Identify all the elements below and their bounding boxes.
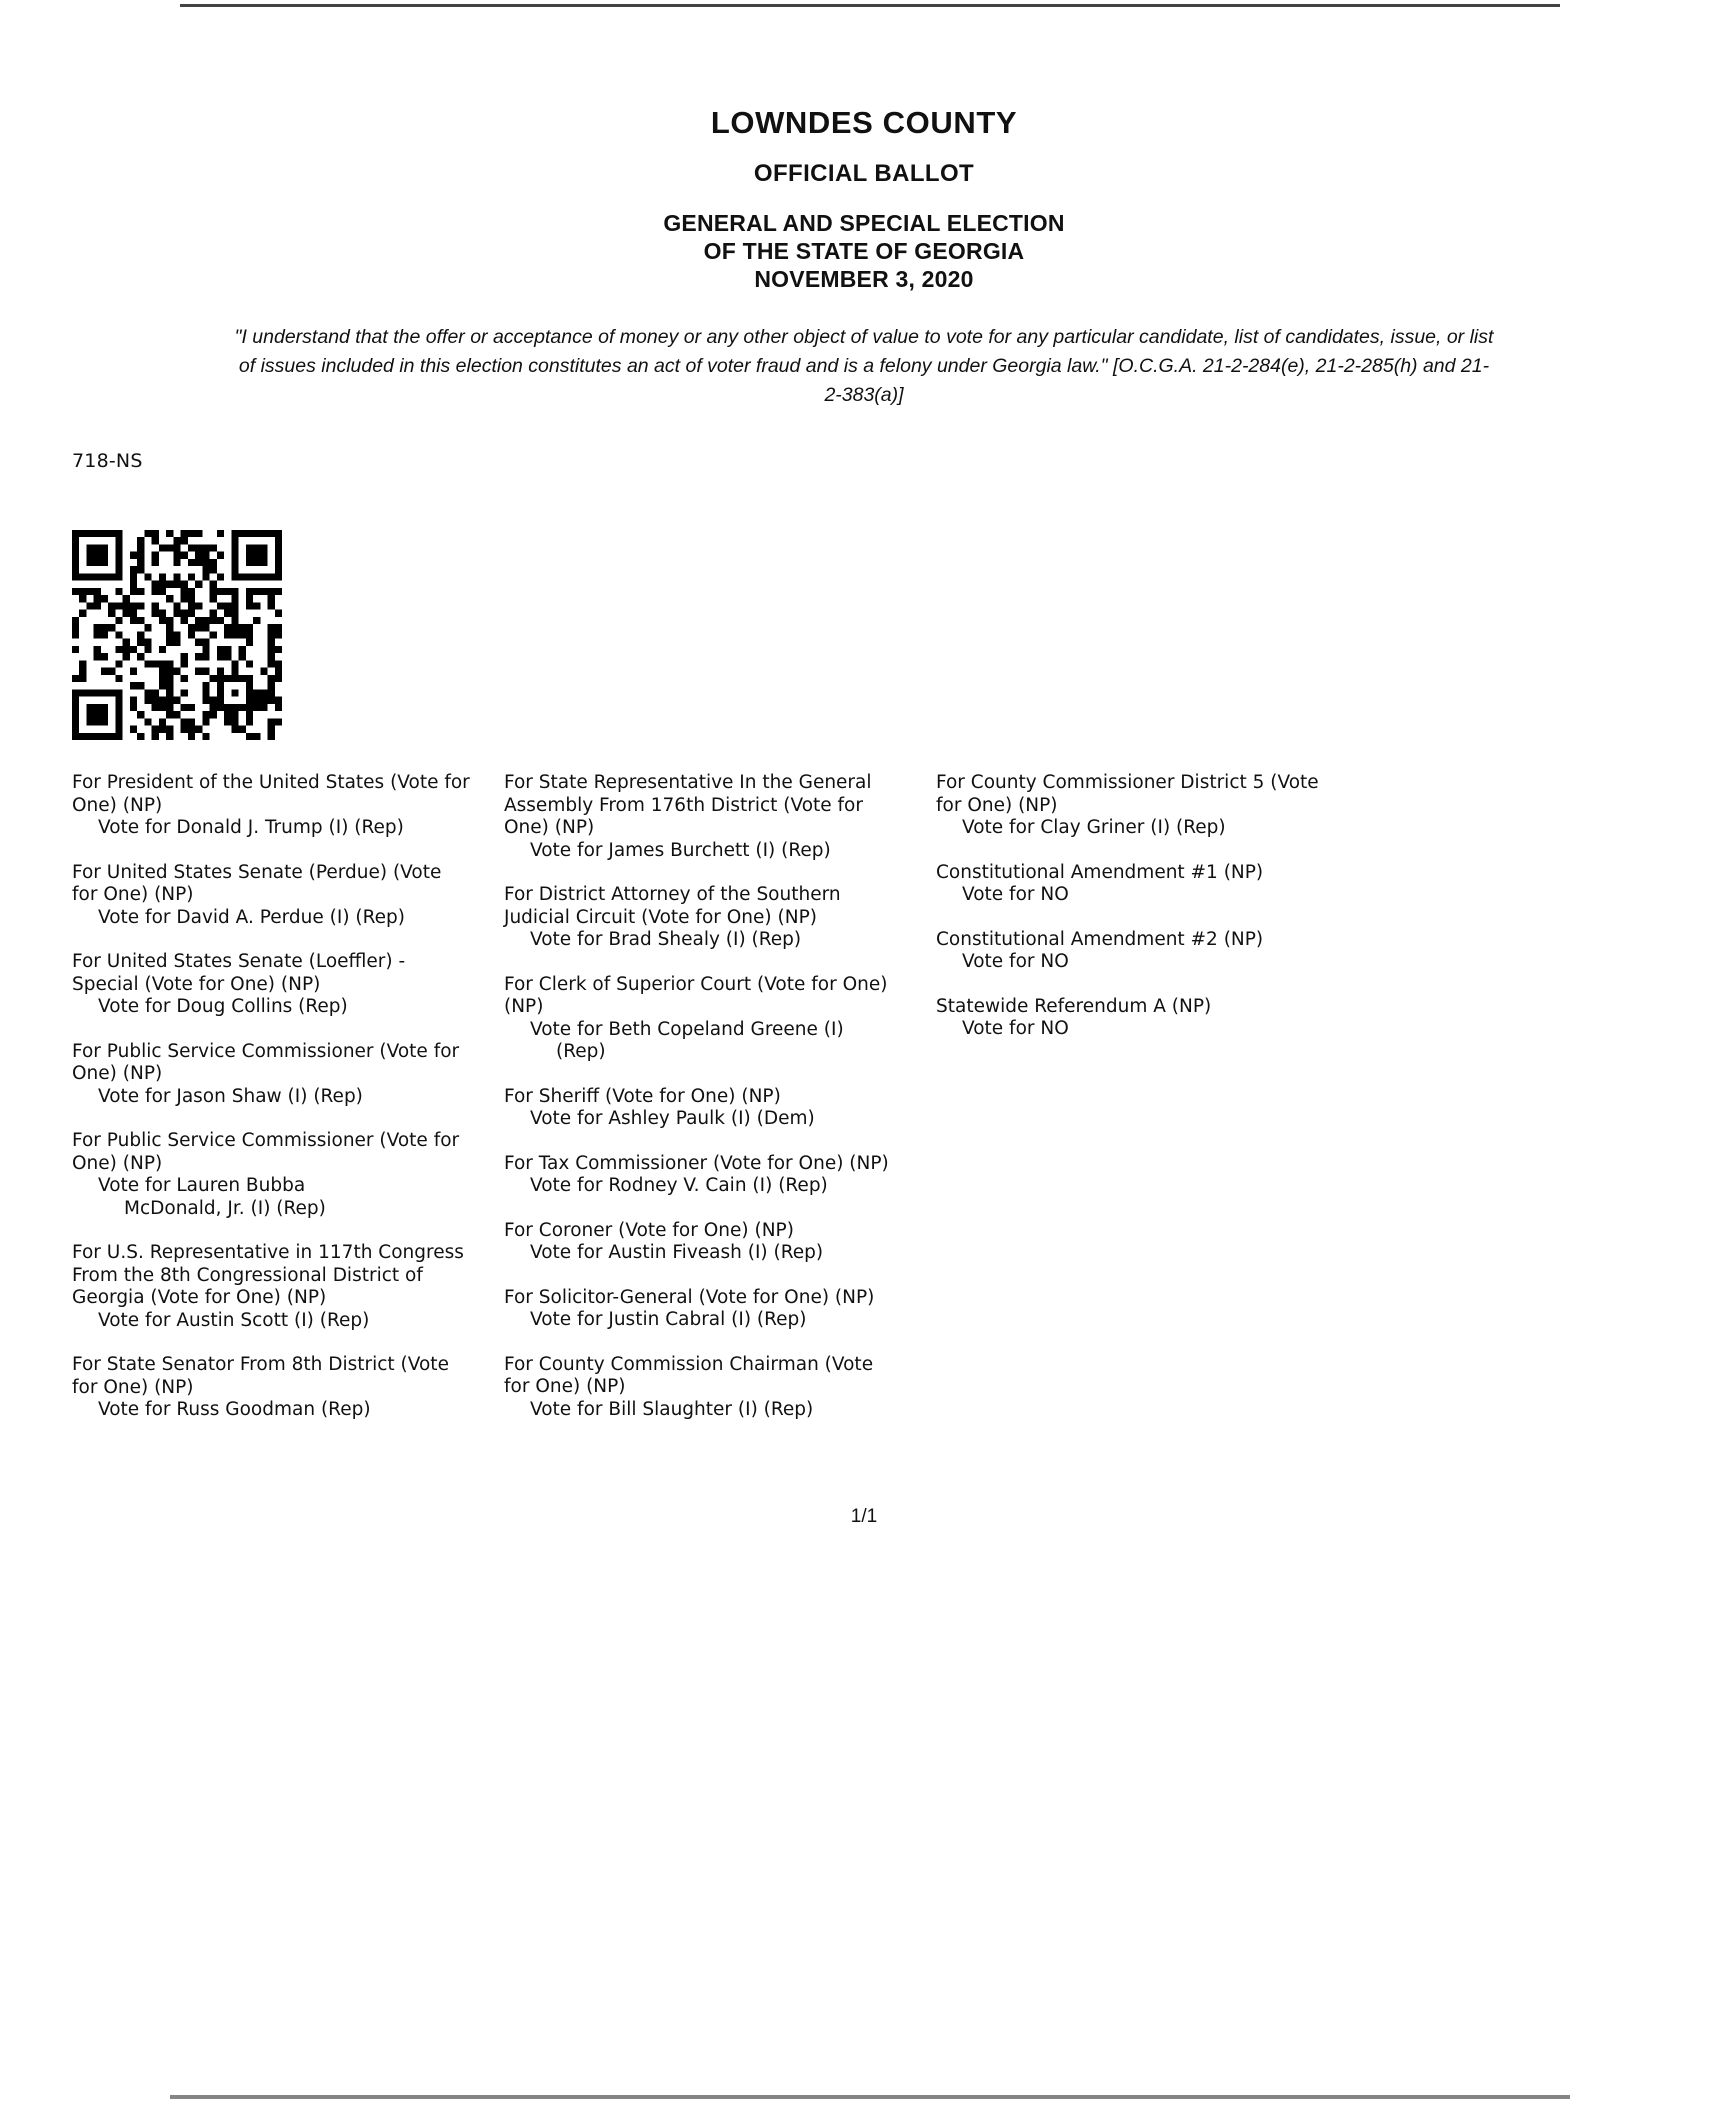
contest-block xyxy=(504,772,904,862)
ballot-header xyxy=(0,0,1728,410)
contest-block xyxy=(504,1153,904,1198)
contest-title: For Sheriff (Vote for One) (NP) xyxy=(504,1085,781,1107)
contest-choice: Vote for Beth Copeland Greene (I) xyxy=(530,1018,844,1040)
contest-title: For Solicitor-General (Vote for One) (NP) xyxy=(504,1286,875,1308)
election-title xyxy=(0,209,1728,293)
qr-code-container xyxy=(72,530,1728,740)
contest-column xyxy=(504,772,904,1444)
contest-choice: Vote for Doug Collins (Rep) xyxy=(98,996,348,1017)
contest-choice: Vote for Ashley Paulk (I) (Dem) xyxy=(530,1108,815,1129)
contest-choice: Vote for Justin Cabral (I) (Rep) xyxy=(530,1309,807,1330)
contest-title: For Clerk of Superior Court (Vote for One) (NP) xyxy=(504,973,888,1017)
ballot-style-code: 718-NS xyxy=(72,450,143,472)
contest-block xyxy=(504,974,904,1064)
election-title-line2: OF THE STATE OF GEORGIA xyxy=(703,238,1025,264)
contest-block xyxy=(936,772,1336,840)
contest-block xyxy=(504,1220,904,1265)
contest-title: For Tax Commissioner (Vote for One) (NP) xyxy=(504,1152,889,1174)
contest-title: For U.S. Representative in 117th Congress From the 8th Congressional District of Georgia (Vote for One) (NP) xyxy=(72,1242,464,1308)
contest-block xyxy=(936,929,1336,974)
qr-code-icon xyxy=(72,530,282,740)
contest-title: For President of the United States (Vote for One) (NP) xyxy=(72,772,470,816)
contest-choice: Vote for David A. Perdue (I) (Rep) xyxy=(98,906,406,928)
county-title: LOWNDES COUNTY xyxy=(710,105,1018,140)
contest-choice: Vote for Donald J. Trump (I) (Rep) xyxy=(98,817,404,838)
contest-title: For County Commission Chairman (Vote for One) (NP) xyxy=(504,1353,874,1397)
contest-block xyxy=(504,1287,904,1332)
contest-choice: (Rep) xyxy=(556,1041,606,1062)
contest-block xyxy=(72,1041,472,1109)
contest-choice: Vote for Brad Shealy (I) (Rep) xyxy=(530,929,802,950)
contest-block xyxy=(72,1354,472,1422)
contest-choice: McDonald, Jr. (I) (Rep) xyxy=(124,1197,326,1219)
contest-choice: Vote for Clay Griner (I) (Rep) xyxy=(962,817,1226,838)
contest-block xyxy=(72,862,472,930)
contest-title: For County Commissioner District 5 (Vote for One) (NP) xyxy=(936,772,1319,816)
contest-title: For Public Service Commissioner (Vote for One) (NP) xyxy=(72,1040,460,1084)
contest-choice: Vote for Jason Shaw (I) (Rep) xyxy=(98,1085,363,1107)
contest-choice: Vote for Rodney V. Cain (I) (Rep) xyxy=(530,1175,828,1196)
contest-block xyxy=(504,884,904,952)
contest-block xyxy=(72,772,472,840)
contest-title: For State Representative In the General Assembly From 176th District (Vote for One) (NP) xyxy=(504,772,872,838)
contest-block xyxy=(936,862,1336,907)
contest-title: For District Attorney of the Southern Judicial Circuit (Vote for One) (NP) xyxy=(504,884,841,928)
contest-block xyxy=(504,1354,904,1422)
contest-choice: Vote for NO xyxy=(962,951,1069,972)
official-ballot-title: OFFICIAL BALLOT xyxy=(753,160,975,187)
contest-column xyxy=(936,772,1336,1444)
contest-choice: Vote for James Burchett (I) (Rep) xyxy=(530,839,831,861)
contest-title: For United States Senate (Perdue) (Vote for One) (NP) xyxy=(72,861,442,905)
scan-artifact-top xyxy=(180,4,1560,7)
page-number: 1/1 xyxy=(850,1505,878,1527)
contest-choice: Vote for NO xyxy=(962,884,1069,905)
contest-title: For Coroner (Vote for One) (NP) xyxy=(504,1219,794,1241)
contest-title: Constitutional Amendment #1 (NP) xyxy=(936,861,1264,883)
contest-choice: Vote for Lauren Bubba xyxy=(98,1175,306,1196)
contest-columns xyxy=(0,772,1728,1444)
election-date: NOVEMBER 3, 2020 xyxy=(754,266,974,292)
contest-title: Constitutional Amendment #2 (NP) xyxy=(936,928,1264,950)
contest-choice: Vote for Russ Goodman (Rep) xyxy=(98,1399,371,1420)
contest-title: Statewide Referendum A (NP) xyxy=(936,995,1212,1017)
scan-artifact-bottom xyxy=(170,2095,1570,2099)
election-title-line1: GENERAL AND SPECIAL ELECTION xyxy=(663,210,1065,236)
contest-block xyxy=(72,1242,472,1332)
contest-title: For State Senator From 8th District (Vote for One) (NP) xyxy=(72,1354,449,1398)
contest-block xyxy=(72,1130,472,1220)
contest-block xyxy=(936,996,1336,1041)
contest-choice: Vote for Bill Slaughter (I) (Rep) xyxy=(530,1398,814,1420)
voter-fraud-oath: "I understand that the offer or acceptance of money or any other object of value to vote for any particular candidate, list of candidates, issue, or list of issues included in this election constitutes an act of voter fraud and is a felony under Georgia law." [O.C.G.A. 21-2-284(e), 21-2-285(h) and 21-2-383(a)] xyxy=(234,326,1494,406)
contest-choice: Vote for Austin Fiveash (I) (Rep) xyxy=(530,1242,824,1263)
contest-block xyxy=(72,951,472,1019)
contest-block xyxy=(504,1086,904,1131)
contest-column xyxy=(72,772,472,1444)
contest-title: For United States Senate (Loeffler) - Special (Vote for One) (NP) xyxy=(72,951,406,995)
contest-choice: Vote for Austin Scott (I) (Rep) xyxy=(98,1309,370,1331)
contest-title: For Public Service Commissioner (Vote for One) (NP) xyxy=(72,1130,460,1174)
contest-choice: Vote for NO xyxy=(962,1018,1069,1039)
